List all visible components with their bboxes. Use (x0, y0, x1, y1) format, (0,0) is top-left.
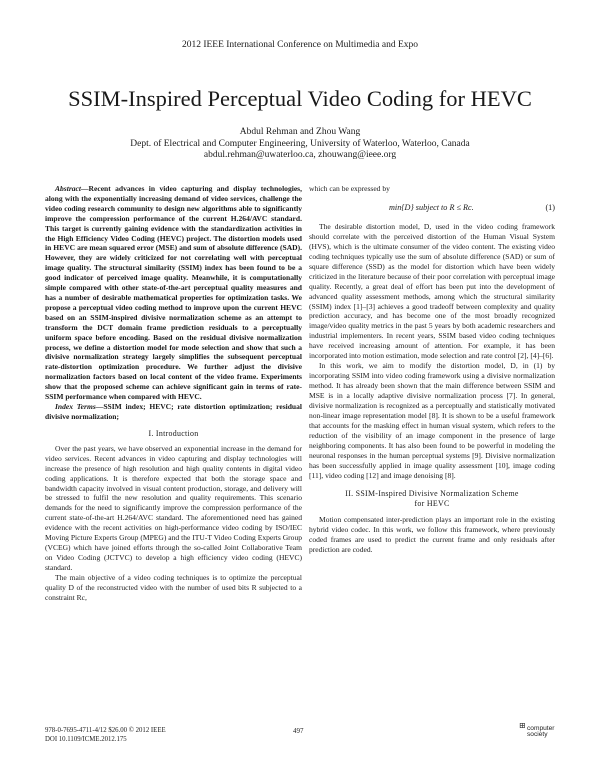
equation-1 (309, 203, 555, 213)
equation-number: (1) (545, 202, 555, 212)
section-2-heading-line-2: for HEVC (414, 498, 450, 508)
footer-publication-info (45, 727, 166, 744)
footer-isbn: 978-0-7695-4711-4/12 $26.00 © 2012 IEEE (45, 727, 166, 734)
conference-header: 2012 IEEE International Conference on Multimedia and Expo (181, 40, 419, 50)
computer-society-logo-icon: ⊞ (519, 721, 526, 730)
equation-body: min{D} subject to R ≤ Rc. (389, 202, 474, 212)
equation-lead-text: which can be expressed by (309, 184, 390, 193)
section-2-paragraph-1: Motion compensated inter-prediction plays an important role in the existing hybrid video codec. In this work, we follow this framework, where previously coded frames are used to predict the current frame and only residuals after prediction are coded. (309, 514, 555, 554)
page-number: 497 (293, 727, 304, 735)
computer-society-logo (519, 721, 563, 745)
intro-paragraph-2: The main objective of a video coding techniques is to optimize the perceptual quality D of the reconstructed video with the number of used bits R subjected to a constraint Rc, (45, 573, 302, 602)
right-paragraph-2: In this work, we aim to modify the distortion model, D, in (1) by incorporating SSIM into video coding framework using a divisive normalization method. It has already been shown that the main difference between SSIM and MSE is in a locally adaptive divisive normalization process [7]. In general, divisive normalization is recognized as a perceptually and statistically motivated non-linear image representation model [8]. It is shown to be a useful framework that accounts for the masking effect in human visual system, which refers to the reduction of the visibility of an image component in the presence of large neighboring components. It has also been found to be powerful in modeling the neuronal responses in the human perceptual systems [9]. Divisive normalization has been successfully applied in image quality assessment [10], image coding [11], video coding [12] and image denoising [8]. (309, 361, 555, 480)
index-terms-label: Index Terms (55, 401, 96, 411)
section-2-heading-line-1: II. SSIM-Inspired Divisive Normalization Scheme (345, 488, 519, 498)
intro-paragraph-1: Over the past years, we have observed an exponential increase in the demand for video services. Recent advances in video capturing and display technologies will increase the presence of high resolution and high quality contents in digital video coding applications. It is therefore expected that both the storage space and bandwidth capacity involved in visual content production, storage, and delivery will be stressed to fulfil the new resolution and quality requirements. This scenario demands for the need to significantly improve the compression performance of the current state-of-the-art H.264/AVC standard. The aforementioned need has gained evidence with the recent activities on high-performance video coding by ISO/IEC Moving Picture Experts Group (MPEG) and the ITU-T Video Coding Experts Group (VCEG) which have joined efforts through the so-called Joint Collaborative Team on Video Coding (JCTVC) to develop a high efficiency video coding (HEVC) standard. (45, 443, 302, 573)
section-heading-introduction: I. Introduction (148, 428, 199, 438)
right-column (309, 184, 555, 555)
author-emails: abdul.rehman@uwaterloo.ca, zhouwang@ieee.org (203, 150, 397, 160)
abstract-text: —Recent advances in video capturing and display technologies, along with the exponentially increasing demand of video services, challenge the video coding research community to design new algorithms able to significantly improve the compression performance of the current H.264/AVC standard. This target is currently gaining evidence with the standardization activities in the High Efficiency Video Coding (HEVC) project. The distortion models used in HEVC are mean squared error (MSE) and sum of absolute difference (SAD). However, they are widely criticized for not correlating well with perceptual image quality. The structural similarity (SSIM) index has been found to be a good indicator of perceived image quality. Meanwhile, it is computationally simple compared with other state-of-the-art perceptual quality measures and has a number of desirable mathematical properties for optimization tasks. We propose a perceptual video coding method to improve upon the current HEVC based on an SSIM-inspired divisive normalization scheme as an attempt to transform the DCT domain frame prediction residuals to a perceptually uniform space before encoding. Based on the residual divisive normalization process, we define a distortion model for mode selection and show that such a divisive normalization strategy largely simplifies the subsequent perceptual rate-distortion optimization procedure. We further adjust the divisive normalization factors based on local content of the video frame. Experiments show that the proposed scheme can achieve significant gain in terms of rate-SSIM performance when compared with HEVC. (45, 184, 302, 402)
right-paragraph-1: The desirable distortion model, D, used in the video coding framework should correlate with the perceived distortion of the Human Visual System (HVS), which is the ultimate consumer of the video content. The existing video coding techniques typically use the sum of absolute difference (SAD) or sum of square difference (SSD) as the model for distortion which have been widely criticized in the literature because of their poor correlation with perceptual image quality. Recently, a great deal of effort has been put into the development of advanced quality assessment methods, among which the structural similarity (SSIM) index [1]–[3] achieves a good tradeoff between complexity and quality prediction accuracy, and has become one of the most broadly recognized image/video quality metrics in the past 5 years by both academic researchers and industrial implementers. In recent years, SSIM based video coding techniques have received increasing amount of attention. For example, it has been incorporated into motion estimation, mode selection and rate control [2], [4]–[6]. (309, 221, 555, 361)
logo-line-1: computer (527, 725, 555, 732)
index-terms (45, 402, 302, 422)
index-terms-text: —SSIM index; HEVC; rate distortion optimization; residual divisive normalization; (45, 401, 302, 421)
left-column (45, 184, 302, 603)
author-affiliation: Dept. of Electrical and Computer Engineering, University of Waterloo, Waterloo, Canada (130, 138, 470, 149)
author-names: Abdul Rehman and Zhou Wang (239, 127, 361, 137)
footer-doi: DOI 10.1109/ICME.2012.175 (45, 735, 127, 743)
section-heading-2 (309, 489, 555, 509)
author-block (0, 127, 600, 162)
abstract (45, 184, 302, 402)
paper-title: SSIM-Inspired Perceptual Video Coding for HEVC (68, 86, 532, 111)
abstract-label: Abstract (55, 184, 81, 193)
logo-line-2: society (527, 731, 548, 739)
computer-society-logo-text (527, 726, 555, 739)
